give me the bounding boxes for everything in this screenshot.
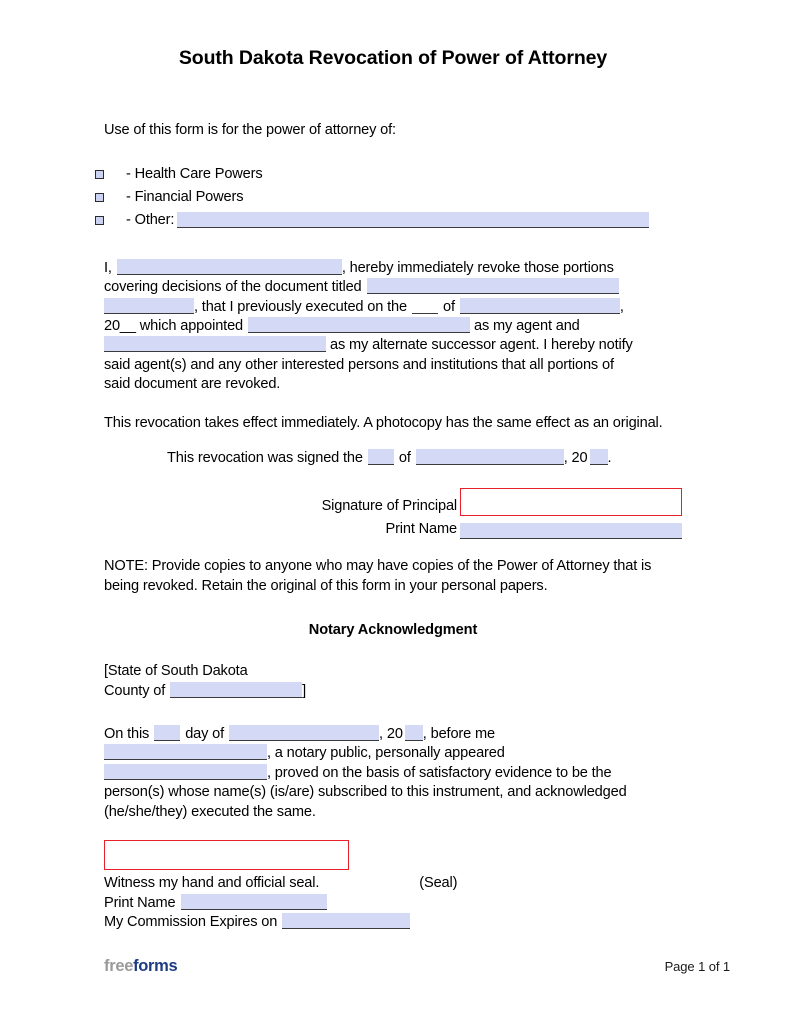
signed-day-input[interactable] [368, 449, 394, 465]
revocation-text-as-agent: as my agent and [474, 318, 580, 335]
checkbox-financial[interactable] [95, 193, 104, 202]
document-title-input-continued[interactable] [104, 298, 194, 314]
revocation-line-5 [104, 336, 682, 355]
signed-date-line [104, 449, 682, 468]
document-content [104, 0, 682, 932]
revocation-line-3 [104, 298, 682, 317]
page-number: Page 1 of 1 [664, 959, 730, 974]
notary-text-before-me: , before me [422, 726, 495, 743]
power-type-checkbox-list [104, 163, 682, 232]
notary-print-name-label: Print Name [104, 894, 176, 911]
notary-seal-input[interactable] [104, 840, 349, 870]
revocation-text-of: of [442, 298, 455, 315]
revocation-line-1 [104, 259, 682, 278]
revocation-line-7: said document are revoked. [104, 376, 281, 393]
notary-county-line [104, 682, 682, 701]
signed-text-prefix: This revocation was signed the [167, 450, 363, 467]
revocation-line-6: said agent(s) and any other interested persons and institutions that all portions of [104, 356, 614, 373]
notary-commission-line [104, 913, 682, 932]
signed-text-year: , 20 [563, 450, 588, 467]
document-title-input[interactable] [367, 278, 619, 294]
principal-name-input[interactable] [117, 259, 342, 275]
signature-principal-label: Signature of Principal [321, 498, 457, 515]
notary-year-input[interactable] [405, 725, 423, 741]
other-powers-input[interactable] [177, 212, 649, 228]
revocation-text-revoke: , hereby immediately revoke those portions [341, 259, 614, 276]
notary-text-public: , a notary public, personally appeared [267, 745, 505, 762]
notary-line-5: (he/she/they) executed the same. [104, 803, 316, 820]
notary-line-3 [104, 764, 682, 783]
checkbox-row-other[interactable] [104, 209, 682, 232]
signed-text-of: of [398, 450, 411, 467]
notary-county-bracket: ] [302, 682, 307, 699]
intro-text: Use of this form is for the power of attorney of: [104, 122, 396, 139]
signature-print-name-label: Print Name [385, 521, 457, 538]
revocation-text-i: I, [104, 259, 112, 276]
signed-month-input[interactable] [416, 449, 564, 465]
checkbox-label-health-care: - Health Care Powers [126, 166, 263, 183]
signed-text-period: . [607, 450, 612, 467]
notary-body-block [104, 725, 682, 822]
notary-day-input[interactable] [154, 725, 180, 741]
checkbox-label-financial: - Financial Powers [126, 189, 244, 206]
logo-text-forms: forms [133, 957, 178, 975]
checkbox-row-financial[interactable] [104, 186, 682, 209]
revocation-line-4 [104, 317, 682, 336]
page-title: South Dakota Revocation of Power of Attorney [178, 47, 608, 69]
signature-section [104, 488, 682, 539]
revocation-text-year-appointed: 20__ which appointed [104, 318, 243, 335]
notary-line-1 [104, 725, 682, 744]
notary-line-4: person(s) whose name(s) (is/are) subscribed to this instrument, and acknowledged [104, 784, 627, 801]
logo-text-free: free [104, 957, 134, 975]
notary-witness-text: Witness my hand and official seal. [104, 875, 320, 892]
checkbox-other[interactable] [95, 216, 104, 225]
revocation-body [104, 259, 682, 395]
notary-public-name-input[interactable] [104, 744, 267, 760]
notary-text-year-prefix: , 20 [379, 726, 403, 743]
revocation-text-alternate: as my alternate successor agent. I hereby notify [330, 337, 633, 354]
revocation-effect-text: This revocation takes effect immediately. A photocopy has the same effect as an original. [104, 414, 663, 431]
agent-name-input[interactable] [248, 317, 470, 333]
notary-print-name-input[interactable] [181, 894, 327, 910]
notary-state-line: [State of South Dakota [104, 663, 248, 680]
page-footer [104, 957, 730, 976]
revocation-line-2 [104, 278, 682, 297]
notary-county-label: County of [104, 682, 166, 699]
alternate-agent-input[interactable] [104, 336, 326, 352]
notary-text-proved: , proved on the basis of satisfactory evidence to be the [267, 764, 612, 781]
notary-appeared-name-input[interactable] [104, 764, 267, 780]
notary-print-name-line [104, 894, 682, 913]
signature-principal-row [104, 488, 682, 516]
signed-year-input[interactable] [590, 449, 608, 465]
signature-print-name-row [104, 521, 682, 539]
revocation-text-covering: covering decisions of the document titled [104, 279, 362, 296]
signature-principal-input[interactable] [460, 488, 682, 516]
note-text: NOTE: Provide copies to anyone who may have copies of the Power of Attorney that is being revoked. Retain the original of this form in your personal papers. [104, 558, 652, 594]
notary-commission-input[interactable] [282, 913, 410, 929]
notary-seal-label: (Seal) [419, 875, 458, 892]
freeforms-logo [104, 957, 177, 976]
notary-line-2 [104, 744, 682, 763]
revocation-text-comma: , [619, 298, 624, 315]
checkbox-health-care[interactable] [95, 170, 104, 179]
notary-venue-block [104, 662, 682, 701]
execution-month-input[interactable] [460, 298, 620, 314]
notary-month-input[interactable] [229, 725, 379, 741]
notary-text-on-this: On this [104, 726, 150, 743]
notary-county-input[interactable] [170, 682, 302, 698]
notary-acknowledgment-heading: Notary Acknowledgment [308, 622, 478, 639]
revocation-text-executed: , that I previously executed on the [194, 298, 407, 315]
notary-witness-block [104, 874, 682, 932]
checkbox-row-health-care[interactable] [104, 163, 682, 186]
notary-witness-line [104, 874, 682, 893]
execution-day-input[interactable] [412, 298, 438, 314]
checkbox-label-other: - Other: [126, 212, 175, 229]
notary-text-day-of: day of [185, 726, 225, 743]
signature-print-name-input[interactable] [460, 523, 682, 539]
notary-commission-label: My Commission Expires on [104, 913, 278, 930]
